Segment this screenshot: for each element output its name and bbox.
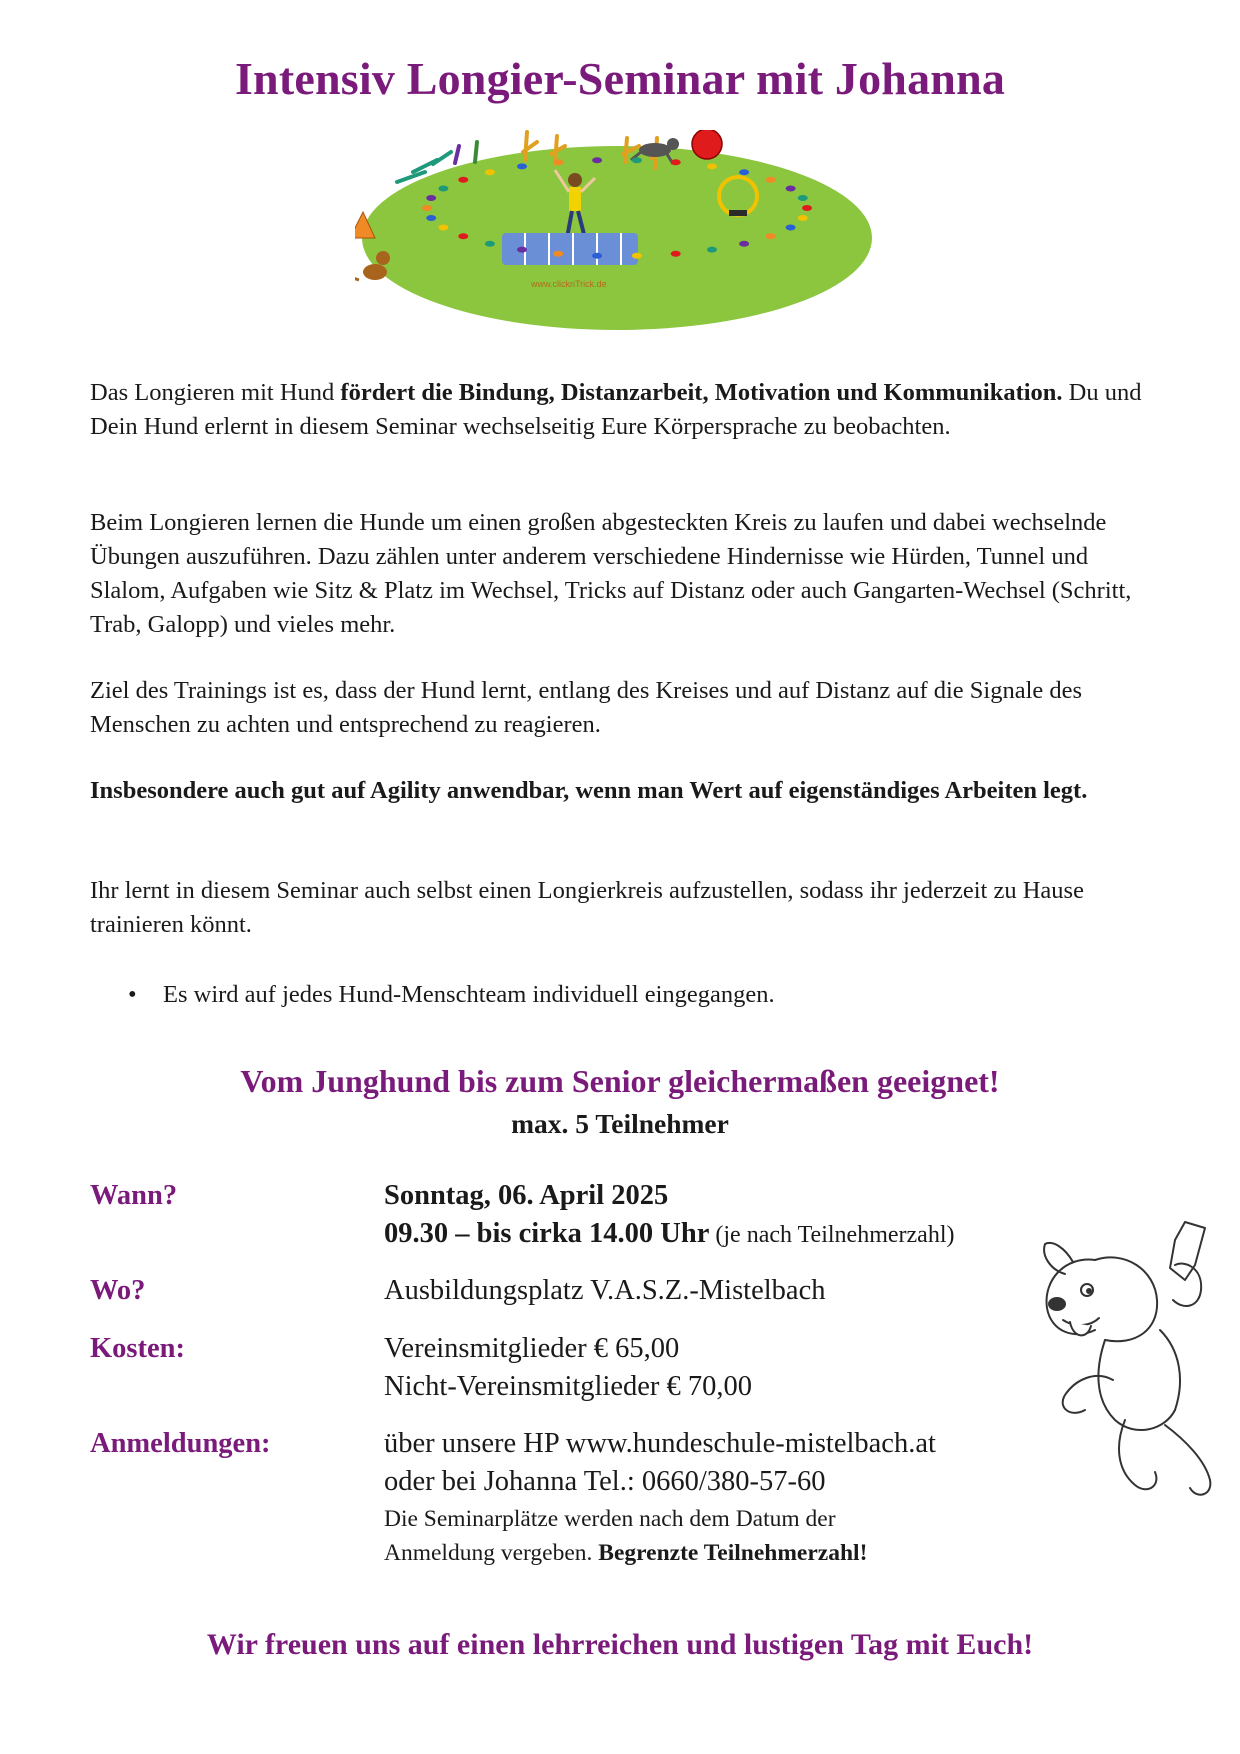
marker-dot bbox=[553, 251, 563, 257]
bullet-dot-icon: • bbox=[128, 981, 137, 1008]
marker-dot bbox=[485, 241, 495, 247]
registration-phone: oder bei Johanna Tel.: 0660/380-57-60 bbox=[384, 1466, 826, 1497]
illustration-watermark: www.clicknTrick.de bbox=[531, 279, 607, 289]
marker-dot bbox=[458, 233, 468, 239]
registration-website: über unsere HP www.hundeschule-mistelbach.at bbox=[384, 1428, 936, 1459]
marker-dot bbox=[707, 163, 717, 169]
marker-dot bbox=[485, 169, 495, 175]
marker-dot bbox=[632, 157, 642, 163]
marker-dot bbox=[671, 251, 681, 257]
intro-paragraph-5: Ihr lernt in diesem Seminar auch selbst einen Longierkreis aufzustellen, sodass ihr jederzeit zu Hause trainieren könnt. bbox=[90, 877, 1084, 938]
registration-note-1: Die Seminarplätze werden nach dem Datum der bbox=[384, 1506, 836, 1532]
page-title: Intensiv Longier-Seminar mit Johanna bbox=[234, 53, 1006, 104]
when-label: Wann? bbox=[90, 1180, 178, 1211]
marker-dot bbox=[739, 241, 749, 247]
red-ball-icon bbox=[692, 130, 722, 159]
longier-circle-illustration bbox=[355, 130, 875, 335]
marker-dot bbox=[592, 157, 602, 163]
cost-nonmembers: Nicht-Vereinsmitglieder € 70,00 bbox=[384, 1371, 753, 1402]
headline: Vom Junghund bis zum Senior gleichermaßen geeignet! bbox=[240, 1063, 1000, 1099]
marker-dot bbox=[517, 247, 527, 253]
marker-dot bbox=[798, 195, 808, 201]
cost-members: Vereinsmitglieder € 65,00 bbox=[384, 1333, 680, 1364]
marker-dot bbox=[517, 163, 527, 169]
when-date: Sonntag, 06. April 2025 bbox=[384, 1180, 669, 1211]
marker-dot bbox=[707, 247, 717, 253]
marker-dot bbox=[422, 205, 432, 211]
where-label: Wo? bbox=[90, 1275, 146, 1306]
registration-label: Anmeldungen: bbox=[90, 1428, 271, 1459]
agility-note: Insbesondere auch gut auf Agility anwendbar, wenn man Wert auf eigenständiges Arbeiten legt. bbox=[90, 777, 1088, 804]
marker-dot bbox=[798, 215, 808, 221]
intro-paragraph-1: Das Longieren mit Hund fördert die Bindung, Distanzarbeit, Motivation und Kommunikation. Du und Dein Hund erlernt in diesem Seminar wechselseitig Eure Körpersprache zu beobachten. bbox=[90, 379, 1142, 440]
marker-dot bbox=[802, 205, 812, 211]
marker-dot bbox=[426, 195, 436, 201]
registration-note-2: Anmeldung vergeben. Begrenzte Teilnehmerzahl! bbox=[384, 1540, 868, 1566]
marker-dot bbox=[786, 225, 796, 231]
marker-dot bbox=[438, 225, 448, 231]
marker-dot bbox=[766, 233, 776, 239]
cost-label: Kosten: bbox=[90, 1333, 185, 1364]
marker-dot bbox=[766, 177, 776, 183]
marker-dot bbox=[739, 169, 749, 175]
where-value: Ausbildungsplatz V.A.S.Z.-Mistelbach bbox=[384, 1275, 826, 1306]
marker-dot bbox=[426, 215, 436, 221]
intro-paragraph-3: Ziel des Trainings ist es, dass der Hund lernt, entlang des Kreises und auf Distanz auf die Signale des Menschen zu achten und entsprechend zu reagieren. bbox=[90, 677, 1083, 738]
marker-dot bbox=[671, 159, 681, 165]
marker-dot bbox=[592, 253, 602, 259]
marker-dot bbox=[438, 186, 448, 192]
marker-dot bbox=[553, 159, 563, 165]
marker-dot bbox=[786, 186, 796, 192]
marker-dot bbox=[632, 253, 642, 259]
closing-message: Wir freuen uns auf einen lehrreichen und lustigen Tag mit Euch! bbox=[206, 1628, 1034, 1661]
intro-paragraph-2: Beim Longieren lernen die Hunde um einen großen abgesteckten Kreis zu laufen und dabei wechselnde Übungen auszuführen. Dazu zählen unter anderem verschiedene Hindernisse wie Hürden, Tunnel und Slalom, Aufgaben wie Sitz & Platz im Wechsel, Tricks auf Distanz oder auch Gangarten-Wechsel (Schritt, Trab, Galopp) und vieles mehr. bbox=[90, 509, 1132, 638]
max-participants: max. 5 Teilnehmer bbox=[511, 1108, 729, 1139]
marker-dot bbox=[458, 177, 468, 183]
when-time: 09.30 – bis cirka 14.00 Uhr (je nach Teilnehmerzahl) bbox=[384, 1218, 955, 1249]
cartoon-dog-sketch bbox=[1035, 1220, 1225, 1505]
